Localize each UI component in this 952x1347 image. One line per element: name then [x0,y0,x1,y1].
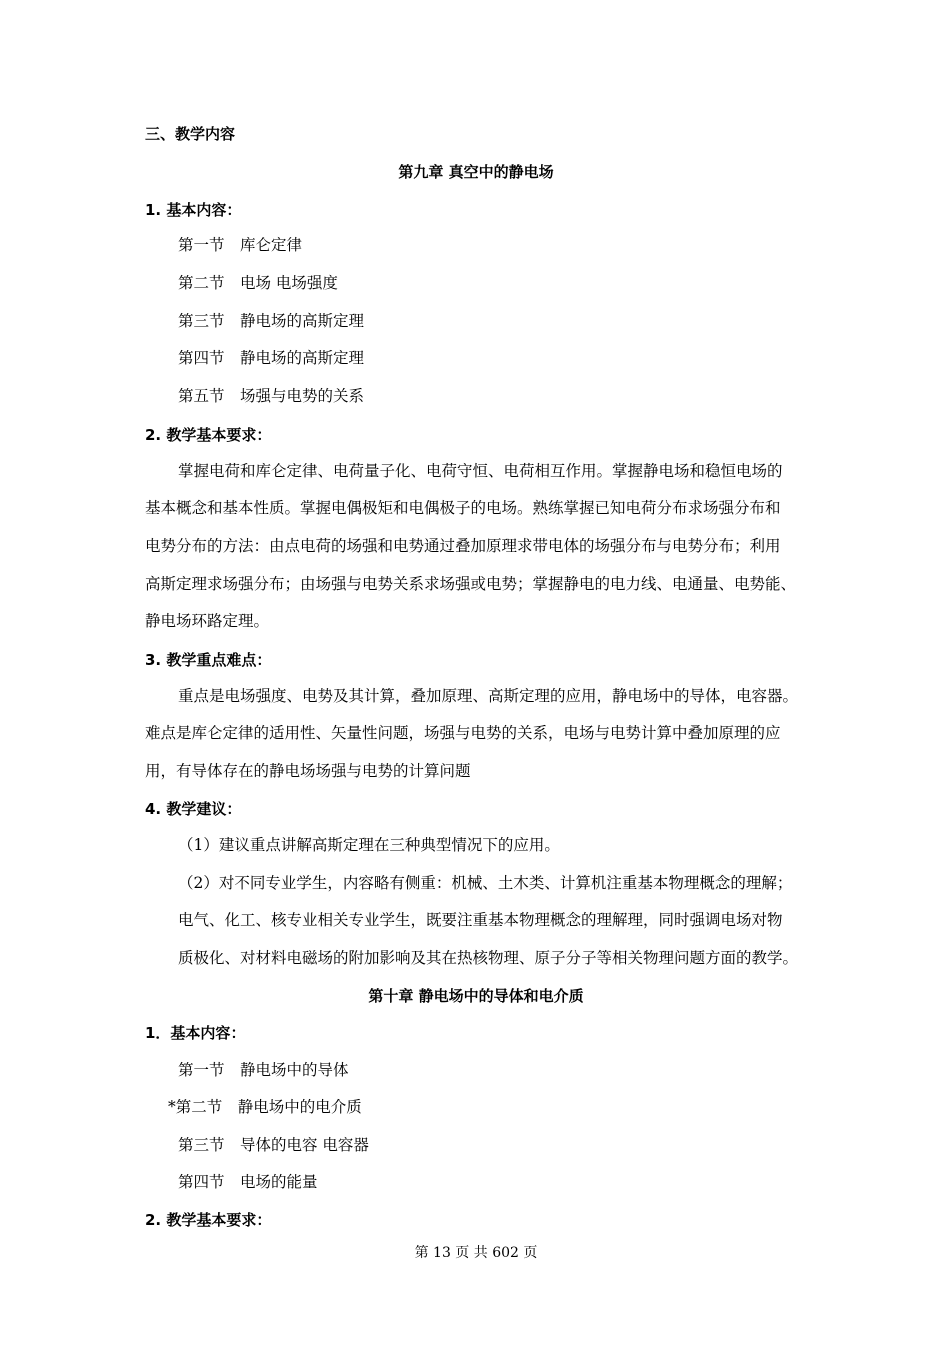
ch10-requirements-heading: 2. 教学基本要求： [145,1211,272,1229]
chapter-9-title: 第九章 真空中的静电场 [398,163,554,181]
ch9-key-points-line: 重点是电场强度、电势及其计算，叠加原理、高斯定理的应用，静电场中的导体，电容器。 [178,687,799,705]
ch9-section-item: 第三节 静电场的高斯定理 [178,312,365,330]
ch9-suggestions-heading: 4. 教学建议： [145,800,242,818]
ch9-section-item: 第二节 电场 电场强度 [178,274,338,292]
chapter-10-title: 第十章 静电场中的导体和电介质 [368,987,584,1005]
page-footer: 第 13 页 共 602 页 [414,1245,538,1261]
ch9-requirements-heading: 2. 教学基本要求： [145,426,272,444]
ch9-key-points-line: 难点是库仑定律的适用性、矢量性问题，场强与电势的关系，电场与电势计算中叠加原理的应 [145,724,781,742]
ch9-requirements-line: 基本概念和基本性质。掌握电偶极矩和电偶极子的电场。熟练掌握已知电荷分布求场强分布和 [145,499,781,517]
ch10-section-item: *第二节 静电场中的电介质 [168,1098,362,1116]
section-heading: 三、教学内容 [145,125,236,143]
ch10-section-item: 第三节 导体的电容 电容器 [178,1136,369,1154]
ch9-key-points-heading: 3. 教学重点难点： [145,651,272,669]
ch9-requirements-line: 电势分布的方法：由点电荷的场强和电势通过叠加原理求带电体的场强分布与电势分布；利用 [145,537,781,555]
ch9-suggestion-line: （2）对不同专业学生，内容略有侧重：机械、土木类、计算机注重基本物理概念的理解； [178,874,793,892]
ch9-basic-content-heading: 1. 基本内容： [145,201,242,219]
ch9-suggestion-line: （1）建议重点讲解高斯定理在三种典型情况下的应用。 [178,836,560,854]
ch9-requirements-line: 静电场环路定理。 [145,612,270,630]
ch9-section-item: 第四节 静电场的高斯定理 [178,349,365,367]
ch9-key-points-line: 用，有导体存在的静电场场强与电势的计算问题 [145,762,471,780]
ch10-section-item: 第一节 静电场中的导体 [178,1061,349,1079]
ch10-basic-content-heading: 1．基本内容： [145,1024,246,1042]
ch9-requirements-line: 高斯定理求场强分布；由场强与电势关系求场强或电势；掌握静电的电力线、电通量、电势能、 [145,575,797,593]
ch9-suggestion-line: 质极化、对材料电磁场的附加影响及其在热核物理、原子分子等相关物理问题方面的教学。 [178,949,799,967]
ch10-section-item: 第四节 电场的能量 [178,1173,318,1191]
ch9-requirements-line: 掌握电荷和库仑定律、电荷量子化、电荷守恒、电荷相互作用。掌握静电场和稳恒电场的 [178,462,783,480]
ch9-suggestion-line: 电气、化工、核专业相关专业学生，既要注重基本物理概念的理解理，同时强调电场对物 [178,911,783,929]
ch9-section-item: 第一节 库仑定律 [178,236,303,254]
ch9-section-item: 第五节 场强与电势的关系 [178,387,365,405]
